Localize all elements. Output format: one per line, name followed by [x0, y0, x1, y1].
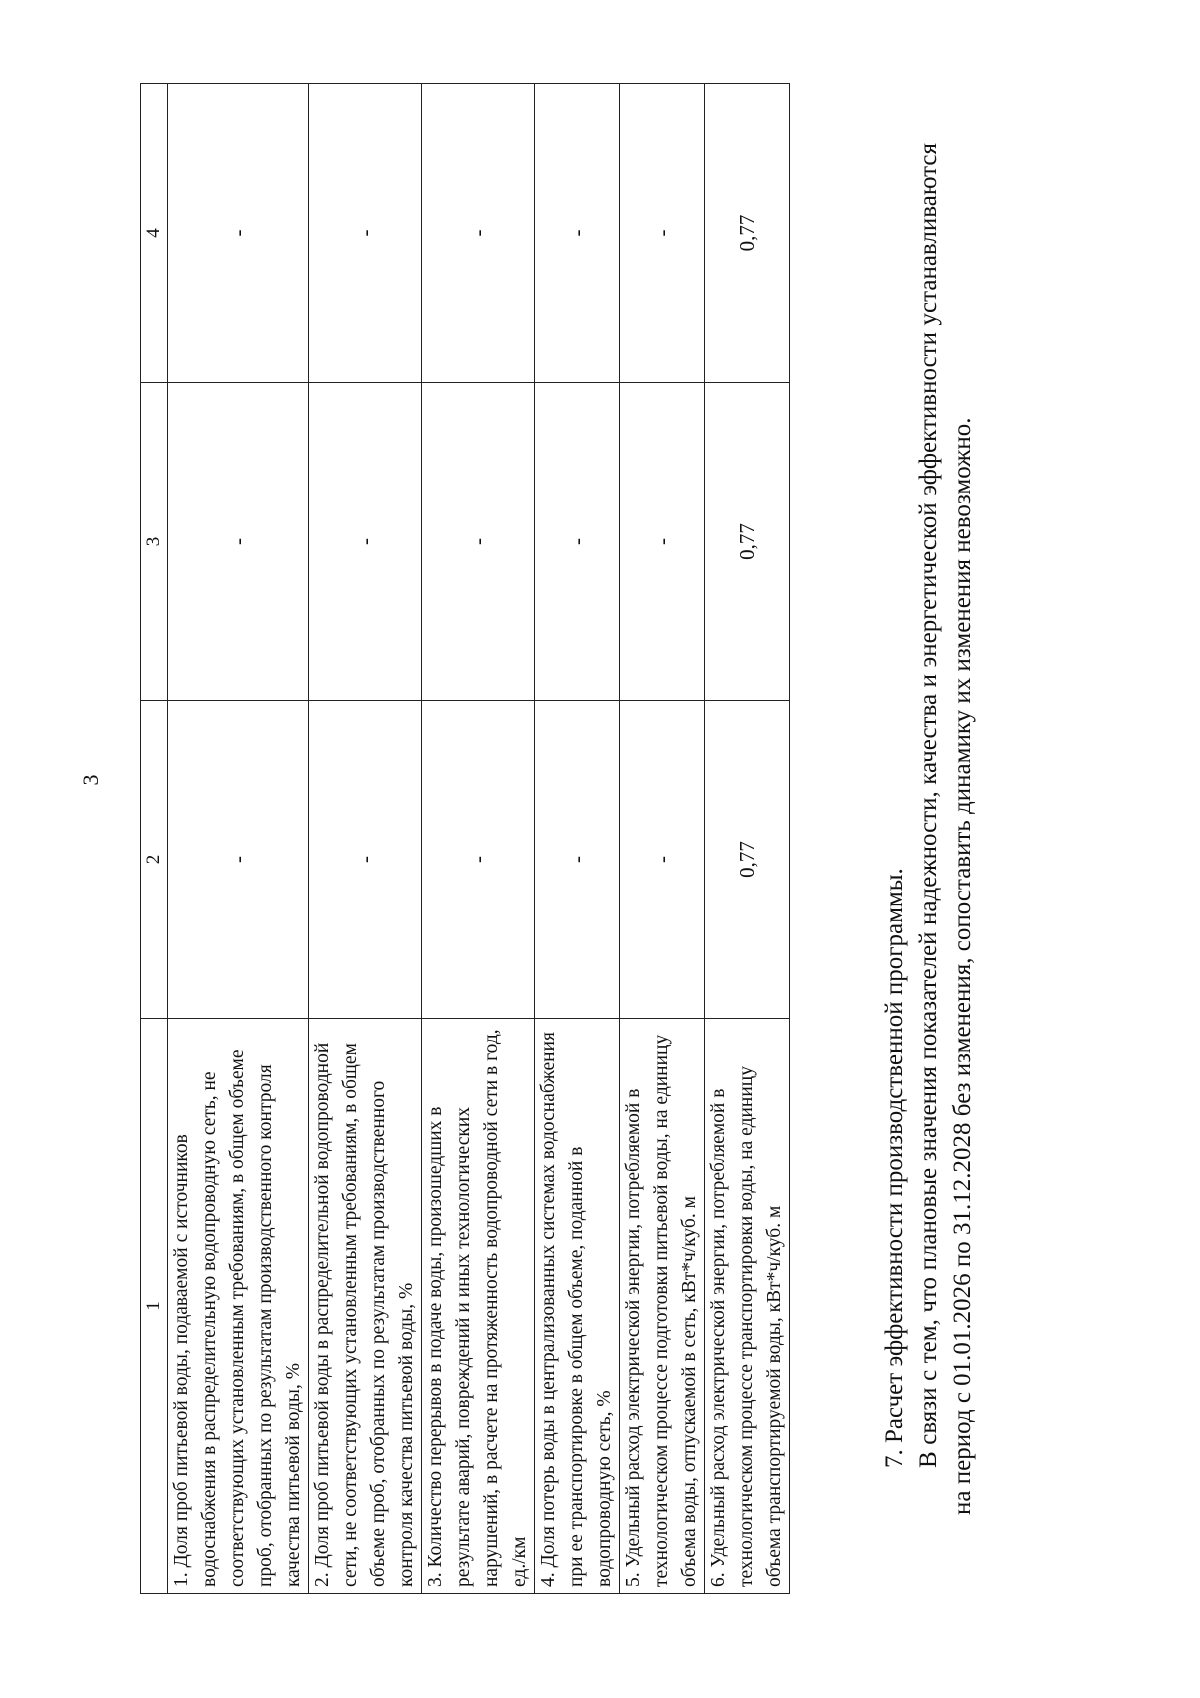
table-row	[422, 84, 535, 1594]
indicator-value: 0,77	[705, 701, 790, 1019]
indicator-value: -	[309, 383, 422, 701]
indicator-value: -	[168, 701, 309, 1019]
indicator-label: 5. Удельный расход электрической энергии, потребляемой в технологическом процессе подготовки питьевой воды, на единицу объема воды, отпускаемой в сеть, кВт*ч/куб. м	[620, 1019, 705, 1594]
table-row	[535, 84, 620, 1594]
indicator-value: 0,77	[705, 84, 790, 383]
indicator-label: 6. Удельный расход электрической энергии, потребляемой в технологическом процессе транспортировки воды, на единицу объема транспортируемой воды, кВт*ч/куб. м	[705, 1019, 790, 1594]
table-row	[168, 84, 309, 1594]
indicator-value: -	[620, 383, 705, 701]
column-header: 3	[141, 383, 168, 701]
indicator-value: -	[535, 383, 620, 701]
indicator-label: 1. Доля проб питьевой воды, подаваемой с источников водоснабжения в распределительную водопроводную сеть, не соответствующих установленным требованиям, в общем объеме проб, отобранных по результатам производственного контроля качества питьевой воды, %	[168, 1019, 309, 1594]
indicator-value: 0,77	[705, 383, 790, 701]
indicator-value: -	[620, 84, 705, 383]
indicator-value: -	[535, 701, 620, 1019]
indicator-value: -	[535, 84, 620, 383]
indicator-value: -	[168, 383, 309, 701]
column-header: 1	[141, 1019, 168, 1594]
indicator-label: 3. Количество перерывов в подаче воды, произошедших в результате аварий, повреждений и иных технологических нарушений, в расчете на протяженность водопроводной сети в год, ед./км	[422, 1019, 535, 1594]
table-row	[705, 84, 790, 1594]
indicator-value: -	[422, 701, 535, 1019]
indicator-label: 4. Доля потерь воды в централизованных системах водоснабжения при ее транспортировке в общем объеме, поданной в водопроводную сеть, %	[535, 1019, 620, 1594]
section-paragraph: В связи с тем, что плановые значения показателей надежности, качества и энергетической эффективности устанавливаются на период с 01.01.2026 по 31.12.2028 без изменения, сопоставить динамику их изменения невозможно.	[915, 143, 976, 1515]
indicator-value: -	[168, 84, 309, 383]
table-row	[309, 84, 422, 1594]
table-header-row	[141, 84, 168, 1594]
indicator-value: -	[422, 84, 535, 383]
column-header: 2	[141, 701, 168, 1019]
column-header: 4	[141, 84, 168, 383]
indicator-value: -	[422, 383, 535, 701]
section-heading: 7. Расчет эффективности производственной программы.	[881, 868, 908, 1468]
section-text	[878, 143, 980, 1515]
indicator-label: 2. Доля проб питьевой воды в распределительной водопроводной сети, не соответствующих установленным требованиям, в общем объеме проб, отобранных по результатам производственного контроля качества питьевой воды, %	[309, 1019, 422, 1594]
table-row	[620, 84, 705, 1594]
page-number: 3	[78, 774, 103, 786]
indicator-value: -	[620, 701, 705, 1019]
indicators-table	[140, 83, 790, 1594]
indicator-value: -	[309, 84, 422, 383]
indicator-value: -	[309, 701, 422, 1019]
